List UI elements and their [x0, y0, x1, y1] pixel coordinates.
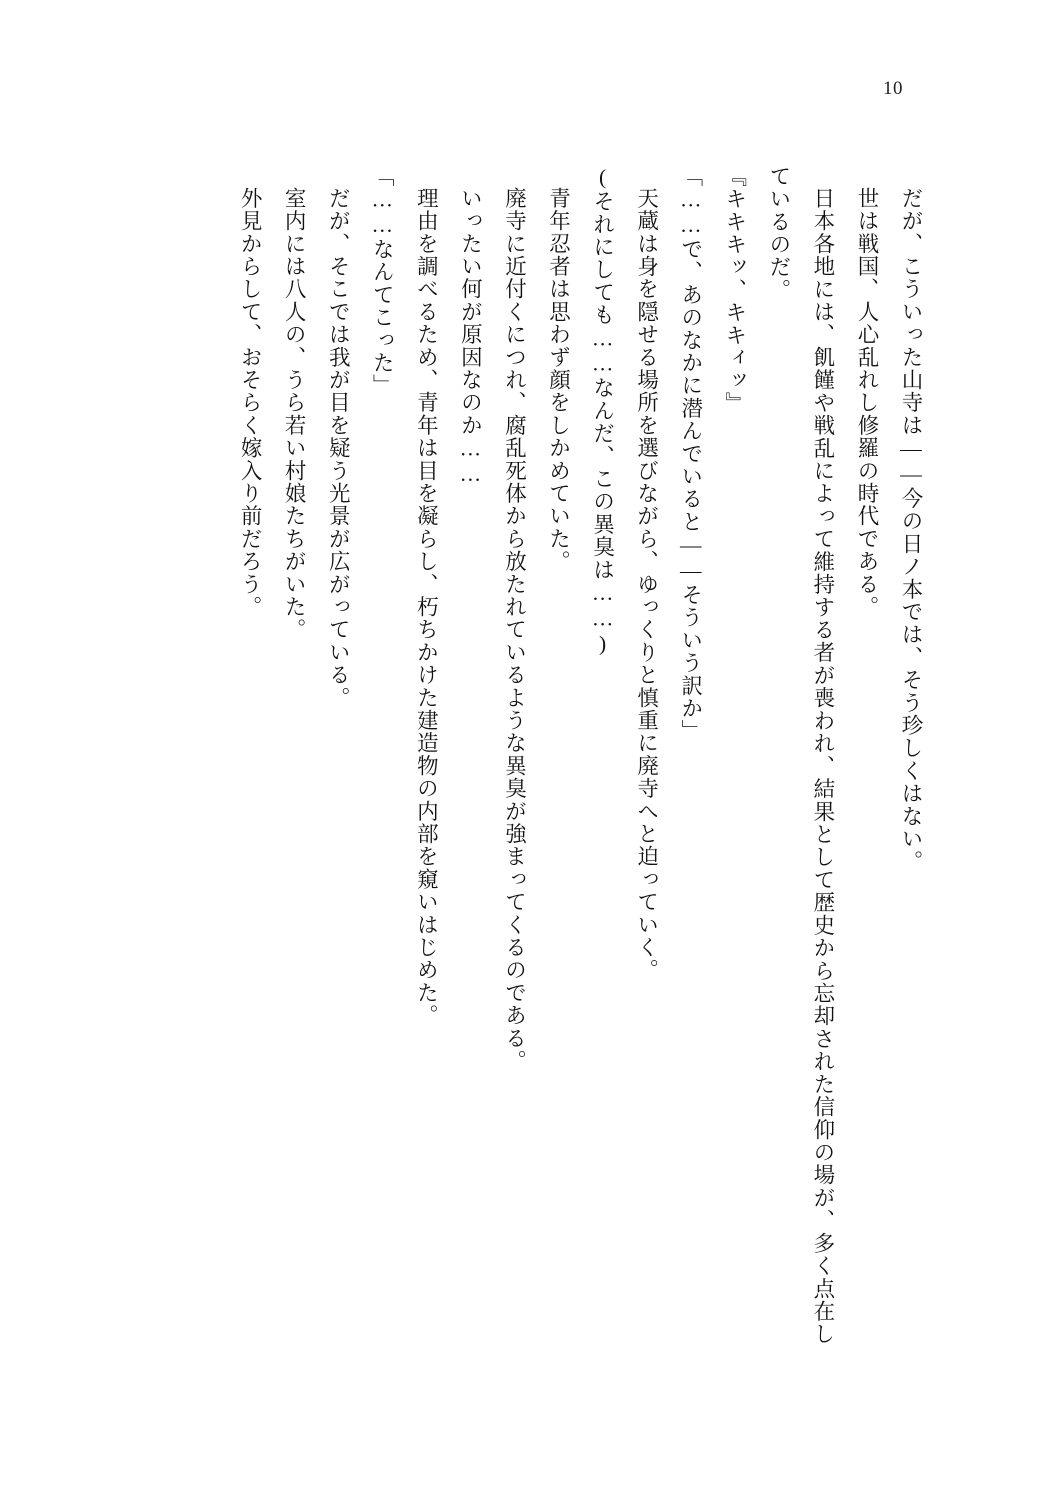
- paragraph: だが、こういった山寺は――今の日ノ本では、そう珍しくはない。: [899, 186, 923, 873]
- paragraph: 天蔵は身を隠せる場所を選びながら、ゆっくりと慎重に廃寺へと迫っていく。: [634, 186, 659, 981]
- paragraph: 室内には八人の、うら若い村娘たちがいた。: [282, 186, 307, 641]
- paragraph: 廃寺に近付くにつれ、腐乱死体から放たれているような異臭が強まってくるのである。: [502, 186, 527, 1072]
- paragraph: 日本各地には、飢饉や戦乱によって維持する者が喪われ、結果として歴史から忘却された信仰の場が、多く点在しているのだ。: [766, 165, 835, 1345]
- paragraph: いったい何が原因なのか……: [458, 186, 483, 487]
- paragraph: 「……で、あのなかに潜んでいると――そういう訳か」: [678, 165, 703, 743]
- page-number: 10: [883, 78, 903, 99]
- paragraph: 外見からして、おそらく嫁入り前だろう。: [238, 186, 263, 618]
- paragraph: (それにしても……なんだ、この異臭は……): [590, 165, 615, 657]
- paragraph: 世は戦国、人心乱れし修羅の時代である。: [854, 186, 879, 618]
- paragraph: だが、そこでは我が目を疑う光景が広がっている。: [326, 186, 351, 709]
- paragraph: 理由を調べるため、青年は目を凝らし、朽ちかけた建造物の内部を窺いはじめた。: [414, 186, 439, 1027]
- body-text-block: [120, 165, 933, 1345]
- paragraph: 「……なんてこった」: [370, 165, 395, 397]
- paragraph: 『キキキッ、キキィッ』: [722, 165, 747, 415]
- paragraph: 青年忍者は思わず顔をしかめていた。: [546, 186, 571, 573]
